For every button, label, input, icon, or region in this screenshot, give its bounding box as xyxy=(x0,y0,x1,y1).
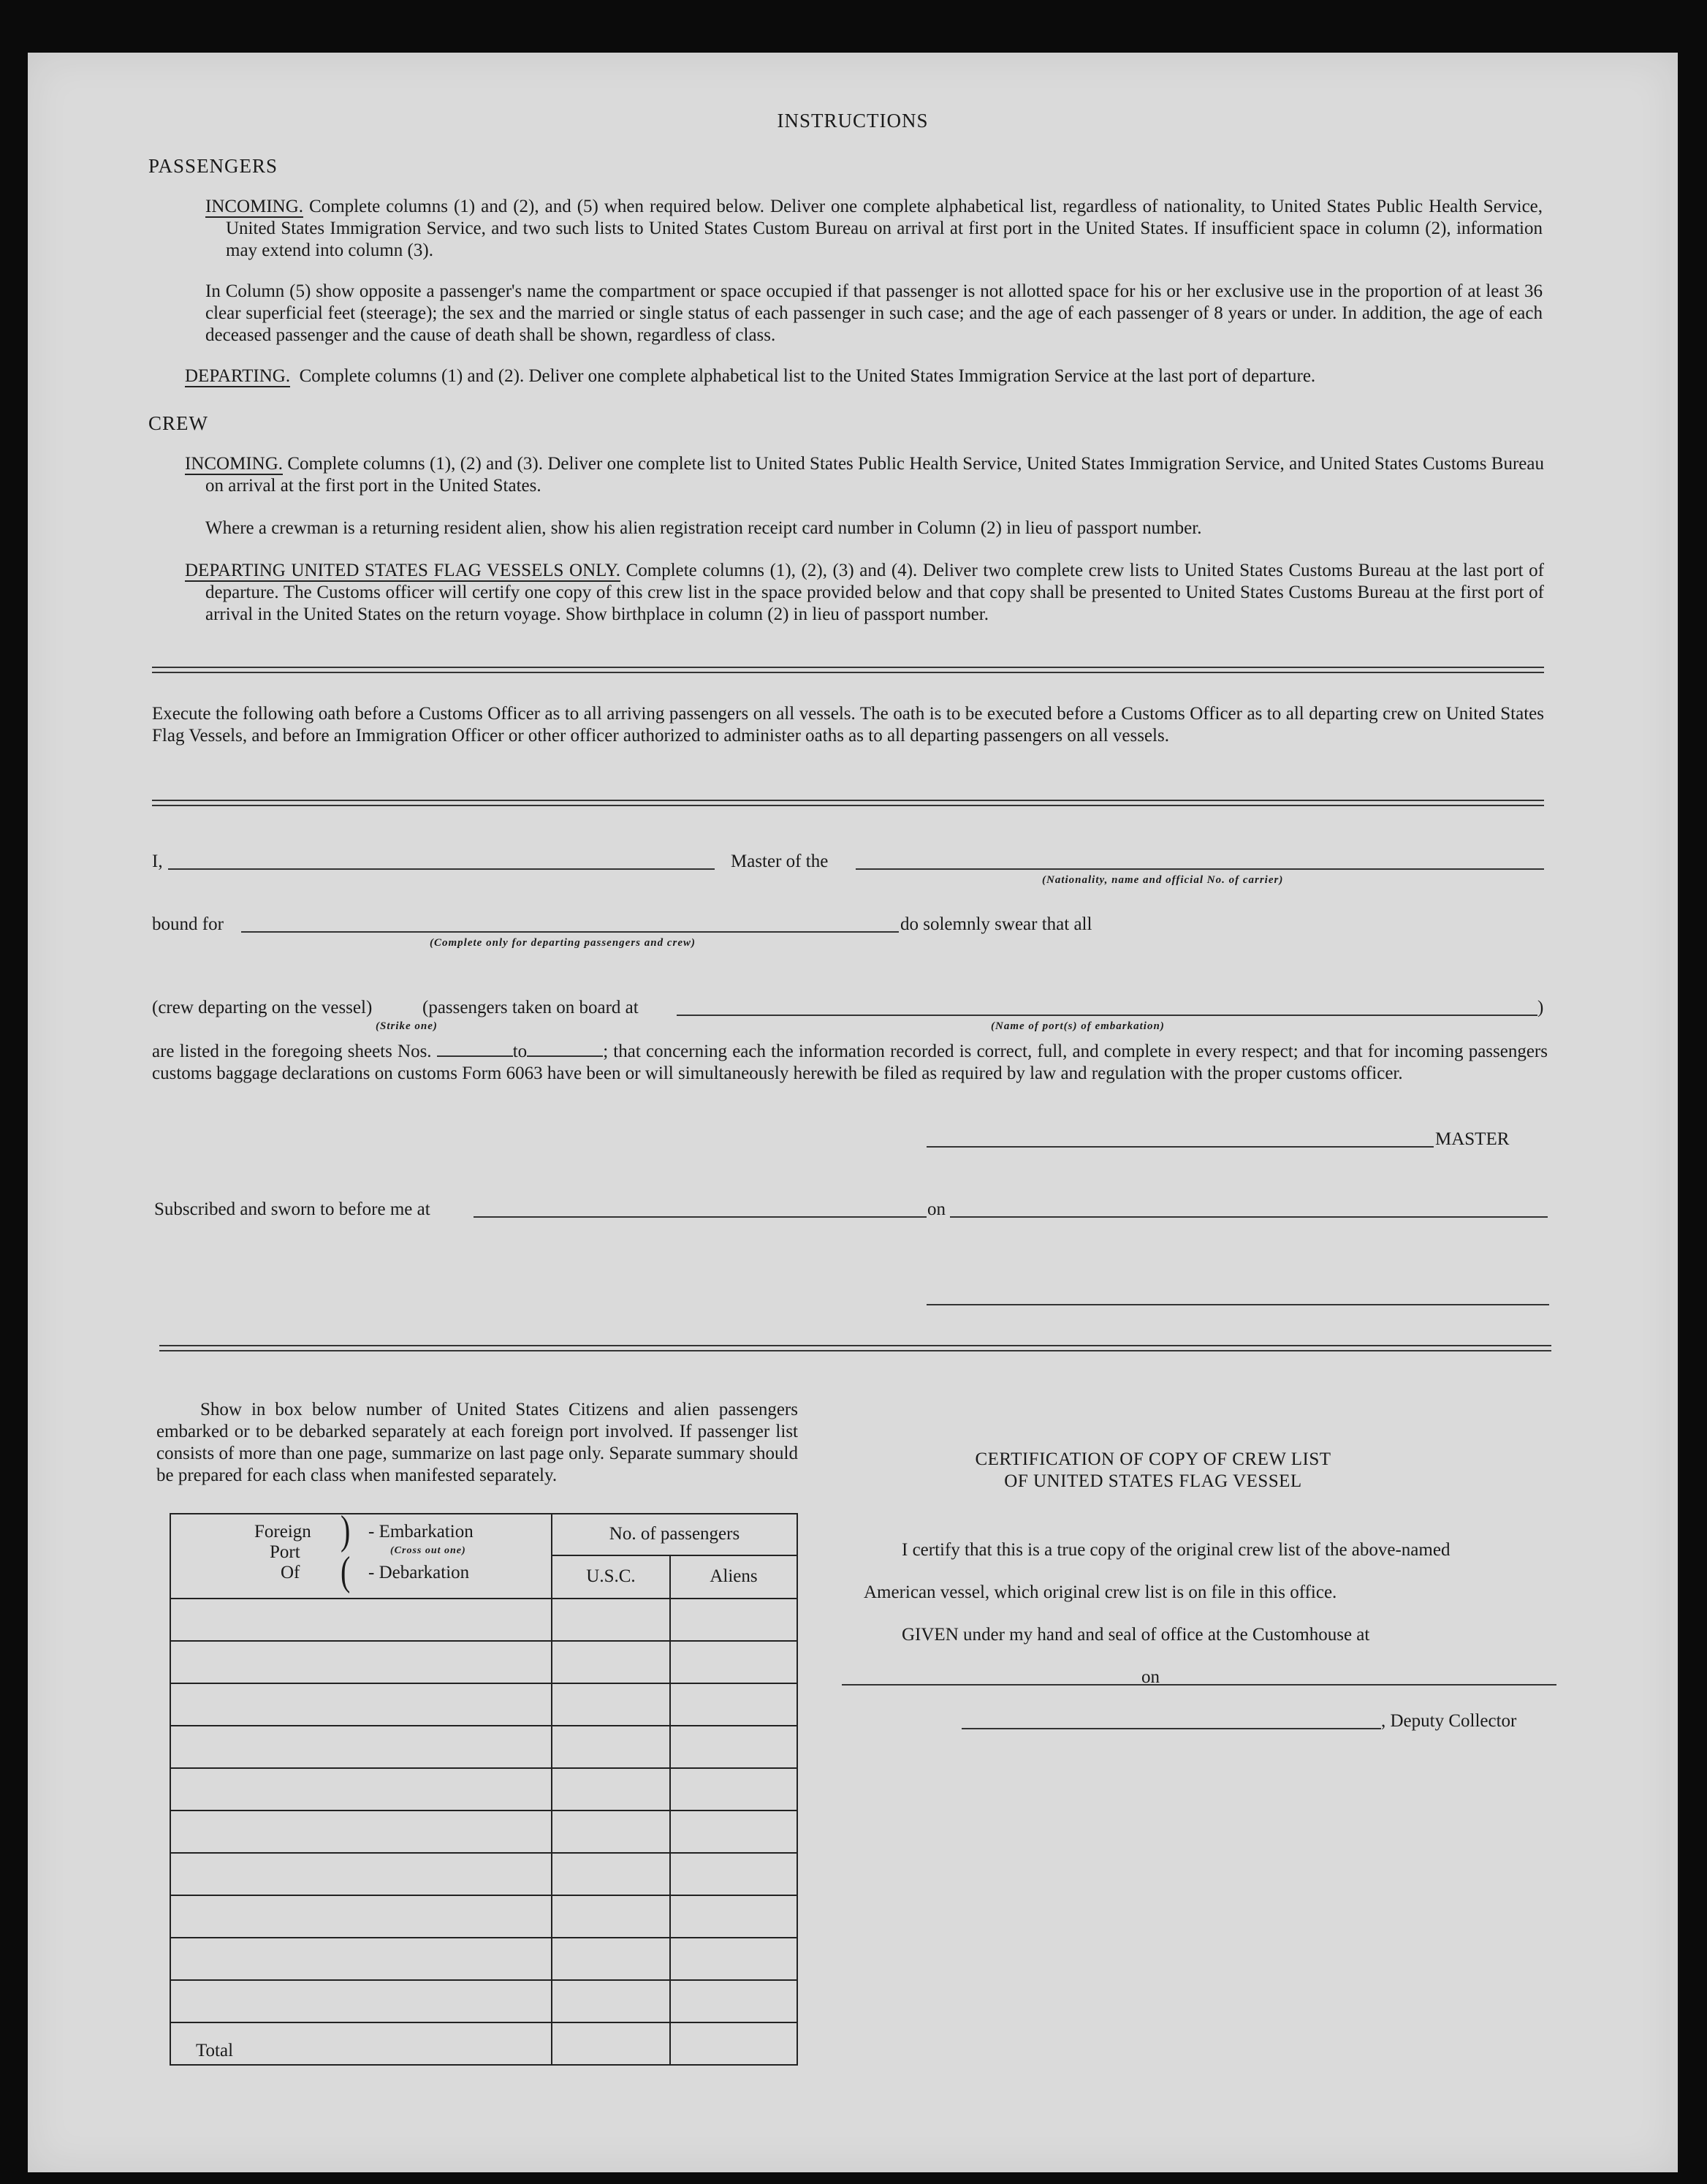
close-paren: ) xyxy=(1537,998,1544,1017)
no-passengers-header: No. of passengers xyxy=(552,1514,797,1555)
deputy-signature-line[interactable] xyxy=(962,1728,1381,1729)
subscribed-label: Subscribed and sworn to before me at xyxy=(154,1199,430,1219)
sworn-date-line[interactable] xyxy=(950,1216,1548,1218)
aliens-cell[interactable] xyxy=(670,1768,797,1810)
table-row xyxy=(170,1895,797,1938)
passengers-taken-option: (passengers taken on board at xyxy=(422,998,639,1017)
embarkation-port-line[interactable] xyxy=(677,1015,1537,1016)
certification-title xyxy=(861,1449,1445,1493)
aliens-cell[interactable] xyxy=(670,1641,797,1683)
crew-resident-paragraph: Where a crewman is a returning resident alien, show his alien registration receipt card number in Column (2) in lieu of passport number. xyxy=(205,518,1202,538)
passengers-column5-paragraph: In Column (5) show opposite a passenger's name the compartment or space occupied if that passenger is not allotted space for his or her exclusive use in the proportion of at least 36 clear superficial feet (steerage); the sex and the married or single status of each passenger in such case; and the age of each passenger of 8 years or under. In addition, the age of each deceased passenger and the cause of death shall be shown, regardless of class. xyxy=(205,281,1543,345)
table-row xyxy=(170,1641,797,1683)
aliens-cell[interactable] xyxy=(670,1938,797,1980)
of-label: Of xyxy=(281,1563,300,1582)
usc-cell[interactable] xyxy=(552,1853,670,1895)
total-label: Total xyxy=(170,2022,552,2065)
port-header-cell xyxy=(170,1506,552,1599)
table-row xyxy=(170,1683,797,1726)
usc-header: U.S.C. xyxy=(552,1555,670,1599)
usc-cell[interactable] xyxy=(552,1641,670,1683)
table-row xyxy=(170,1853,797,1895)
master-label: MASTER xyxy=(1435,1129,1510,1149)
passengers-incoming-paragraph xyxy=(205,196,1543,262)
table-row xyxy=(170,1810,797,1853)
passengers-departing-label: DEPARTING. xyxy=(185,366,291,386)
lower-divider xyxy=(159,1345,1551,1351)
usc-cell[interactable] xyxy=(552,1599,670,1641)
port-label: Port xyxy=(270,1542,300,1562)
certification-title-line1: CERTIFICATION OF COPY OF CREW LIST xyxy=(975,1449,1331,1469)
strike-caption: (Strike one) xyxy=(376,1020,438,1032)
carrier-line[interactable] xyxy=(856,868,1544,870)
deputy-collector-label: , Deputy Collector xyxy=(1381,1711,1517,1731)
aliens-cell[interactable] xyxy=(670,1683,797,1726)
passengers-departing-paragraph xyxy=(185,365,1544,387)
aliens-cell[interactable] xyxy=(670,1810,797,1853)
aliens-header: Aliens xyxy=(670,1555,797,1599)
port-cell[interactable] xyxy=(170,1853,552,1895)
sworn-on-label: on xyxy=(927,1199,946,1219)
oath-divider xyxy=(152,800,1544,806)
table-row xyxy=(170,1938,797,1980)
crew-departing-option: (crew departing on the vessel) xyxy=(152,998,373,1017)
passengers-departing-text: Complete columns (1) and (2). Deliver one complete alphabetical list to the United States Immigration Service at the last port of departure. xyxy=(299,366,1316,386)
passenger-summary-table xyxy=(170,1506,798,2066)
usc-cell[interactable] xyxy=(552,1683,670,1726)
brace-top: ) xyxy=(341,1506,351,1553)
bound-for-label: bound for xyxy=(152,914,224,934)
crew-departing-paragraph xyxy=(185,560,1544,626)
brace-bottom: ( xyxy=(341,1547,351,1594)
listed-text-b: ; that concerning each the information recorded is correct, full, and complete in every respect; and that for incoming passengers customs baggage declarations on customs Form 6063 have been or will simultaneously herewith be filed as required by law and regulation with the proper customs officer. xyxy=(152,1042,1548,1083)
aliens-total-cell[interactable] xyxy=(670,2022,797,2065)
complete-caption: (Complete only for departing passengers and crew) xyxy=(430,937,696,949)
usc-cell[interactable] xyxy=(552,1980,670,2022)
listed-to: to xyxy=(512,1042,528,1061)
crew-departing-text: Complete columns (1), (2), (3) and (4). Deliver two complete crew lists to United States Customs Bureau at the last port of departure. The Customs officer will certify one copy of this crew list in the space provided below and that copy shall be presented to United States Customs Bureau at the first port of arrival in the United States on the return voyage. Show birthplace in column (2) in lieu of passport number. xyxy=(205,561,1544,624)
sworn-place-line[interactable] xyxy=(474,1216,927,1218)
port-cell[interactable] xyxy=(170,1938,552,1980)
aliens-cell[interactable] xyxy=(670,1895,797,1938)
passengers-heading: PASSENGERS xyxy=(148,155,278,177)
total-row xyxy=(170,2022,797,2065)
passengers-incoming-text: Complete columns (1) and (2), and (5) when required below. Deliver one complete alphabetical list, regardless of nationality, to United States Public Health Service, United States Immigration Service, and two such lists to United States Custom Bureau on arrival at first port in the United States. If insufficient space in column (2), information may extend into column (3). xyxy=(226,197,1543,260)
listed-paragraph xyxy=(152,1041,1548,1085)
usc-cell[interactable] xyxy=(552,1938,670,1980)
port-cell[interactable] xyxy=(170,1768,552,1810)
table-row xyxy=(170,1599,797,1641)
sheet-from-blank[interactable] xyxy=(437,1041,513,1057)
port-caption: (Name of port(s) of embarkation) xyxy=(991,1020,1165,1032)
certify-text-a: I certify that this is a true copy of the original crew list of the above-named xyxy=(902,1540,1451,1560)
officer-signature-line[interactable] xyxy=(927,1304,1549,1305)
certification-date-line[interactable] xyxy=(1168,1684,1556,1686)
master-signature-line[interactable] xyxy=(927,1146,1434,1148)
table-row xyxy=(170,1768,797,1810)
usc-total-cell[interactable] xyxy=(552,2022,670,2065)
port-cell[interactable] xyxy=(170,1726,552,1768)
given-text: GIVEN under my hand and seal of office at the Customhouse at xyxy=(902,1625,1370,1645)
passengers-incoming-label: INCOMING. xyxy=(205,197,304,216)
master-of-the-label: Master of the xyxy=(731,852,829,871)
destination-line[interactable] xyxy=(241,931,899,933)
certify-text-b: American vessel, which original crew list is on file in this office. xyxy=(864,1582,1337,1602)
swear-text: do solemnly swear that all xyxy=(900,914,1092,934)
page-title: INSTRUCTIONS xyxy=(777,110,929,132)
foreign-label: Foreign xyxy=(254,1522,311,1542)
listed-text-a: are listed in the foregoing sheets Nos. xyxy=(152,1042,432,1061)
port-cell[interactable] xyxy=(170,1641,552,1683)
table-row xyxy=(170,1726,797,1768)
port-cell[interactable] xyxy=(170,1810,552,1853)
usc-cell[interactable] xyxy=(552,1810,670,1853)
usc-cell[interactable] xyxy=(552,1895,670,1938)
port-cell[interactable] xyxy=(170,1980,552,2022)
nationality-caption: (Nationality, name and official No. of carrier) xyxy=(1042,874,1284,886)
embarkation-label: - Embarkation xyxy=(368,1522,474,1542)
aliens-cell[interactable] xyxy=(670,1980,797,2022)
aliens-cell[interactable] xyxy=(670,1853,797,1895)
debarkation-label: - Debarkation xyxy=(368,1563,470,1582)
aliens-cell[interactable] xyxy=(670,1599,797,1641)
table-row xyxy=(170,1980,797,2022)
customhouse-line[interactable] xyxy=(842,1684,1169,1686)
section-divider xyxy=(152,667,1544,673)
oath-instruction: Execute the following oath before a Customs Officer as to all arriving passengers on all vessels. The oath is to be executed before a Customs Officer as to all departing crew on United States Flag Vessels, and before an Immigration Officer or other officer authorized to administer oaths as to all departing passengers on all vessels. xyxy=(152,704,1544,746)
usc-cell[interactable] xyxy=(552,1768,670,1810)
sheet-to-blank[interactable] xyxy=(527,1041,603,1057)
master-name-line[interactable] xyxy=(168,868,715,870)
oath-i-label: I, xyxy=(152,852,163,871)
usc-cell[interactable] xyxy=(552,1726,670,1768)
port-cell[interactable] xyxy=(170,1895,552,1938)
crew-incoming-text: Complete columns (1), (2) and (3). Deliver one complete list to United States Public Health Service, United States Immigration Service, and United States Customs Bureau on arrival at the first port in the United States. xyxy=(205,454,1544,496)
port-cell[interactable] xyxy=(170,1599,552,1641)
cross-out-caption: (Cross out one) xyxy=(390,1545,466,1556)
form-page xyxy=(28,53,1678,2172)
crew-incoming-label: INCOMING. xyxy=(185,454,284,474)
aliens-cell[interactable] xyxy=(670,1726,797,1768)
crew-heading: CREW xyxy=(148,412,208,434)
port-cell[interactable] xyxy=(170,1683,552,1726)
summary-instruction: Show in box below number of United States Citizens and alien passengers embarked or to be debarked separately at each foreign port involved. If passenger list consists of more than one page, summarize on last page only. Separate summary should be prepared for each class when manifested separately. xyxy=(156,1400,798,1485)
crew-departing-label: DEPARTING UNITED STATES FLAG VESSELS ONLY. xyxy=(185,561,620,580)
certification-on-label: on xyxy=(1141,1667,1160,1687)
certification-title-line2: OF UNITED STATES FLAG VESSEL xyxy=(1004,1471,1302,1491)
crew-incoming-paragraph xyxy=(185,453,1544,497)
